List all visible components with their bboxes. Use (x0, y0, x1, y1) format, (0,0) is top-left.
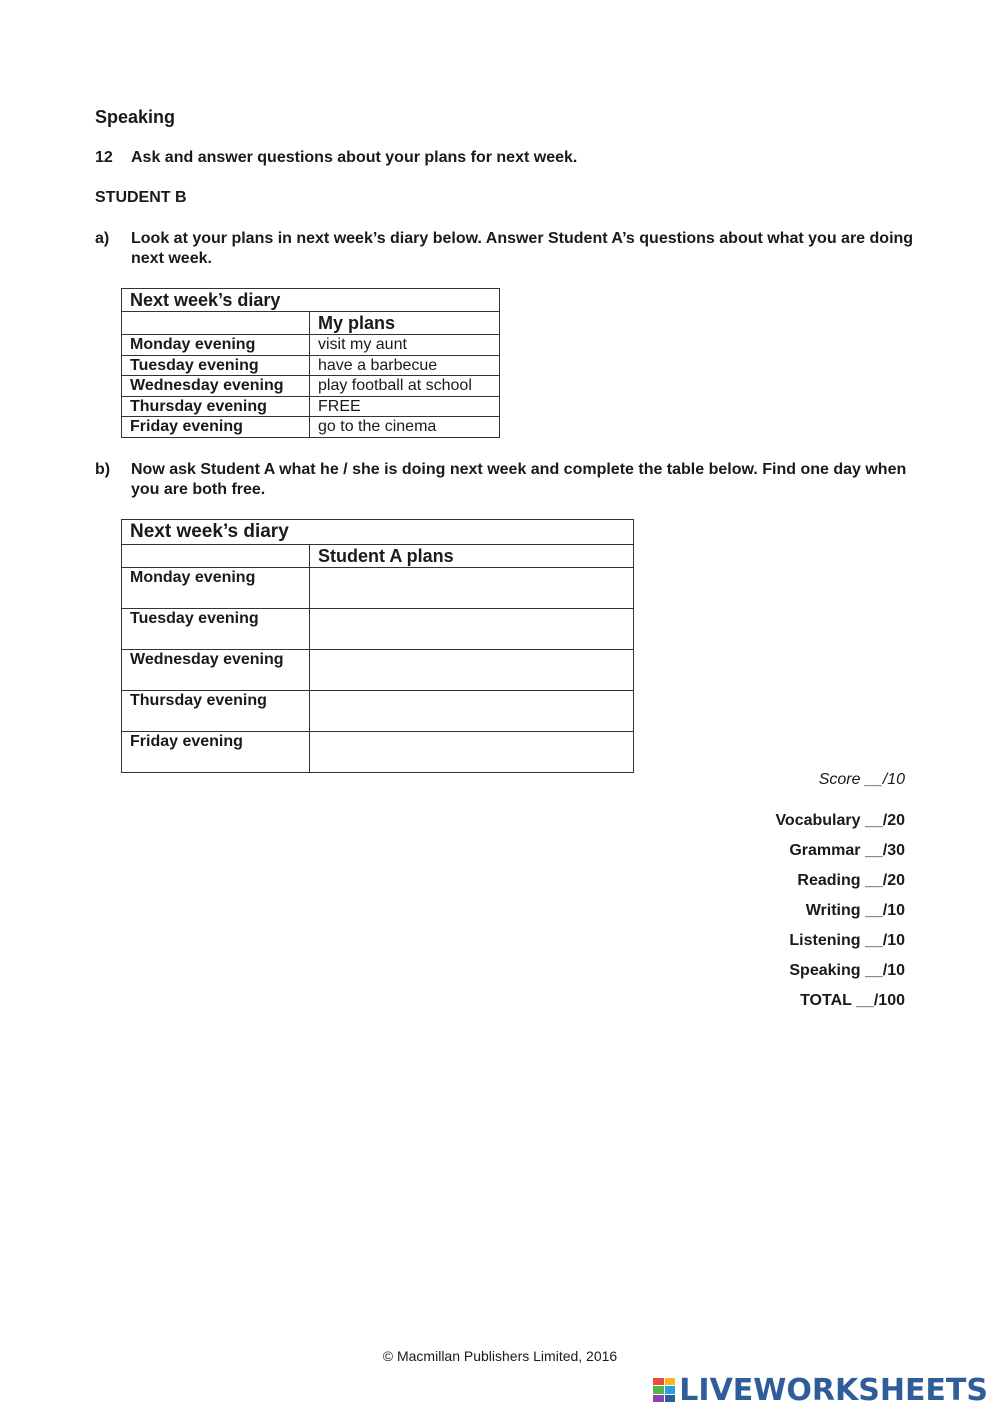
day-cell: Wednesday evening (122, 650, 310, 691)
day-cell: Monday evening (122, 568, 310, 609)
section-title: Speaking (95, 107, 176, 127)
instruction-a-label: a) (95, 230, 110, 247)
table-row (122, 376, 500, 397)
table2-title: Next week’s diary (122, 520, 634, 545)
table-row (122, 335, 500, 356)
day-cell: Thursday evening (122, 691, 310, 732)
table-row (122, 417, 500, 438)
section-score: Score __/10 (818, 771, 905, 788)
table-row (122, 691, 634, 732)
table-row (122, 732, 634, 773)
student-label: STUDENT B (95, 189, 187, 206)
score-line: Grammar __/30 (789, 842, 905, 859)
logo-square (665, 1386, 676, 1393)
score-line-total: TOTAL __/100 (800, 992, 905, 1009)
copyright-footer: © Macmillan Publishers Limited, 2016 (382, 1348, 618, 1364)
answer-cell[interactable] (310, 609, 634, 650)
logo-square (653, 1395, 664, 1402)
instruction-a-text: Look at your plans in next week’s diary below. Answer Student A’s questions about what you are doing next week. (131, 230, 914, 267)
my-plans-table (121, 288, 500, 438)
day-cell: Friday evening (122, 732, 310, 773)
liveworksheets-wordmark: LIVEWORKSHEETS (679, 1372, 988, 1408)
score-line: Listening __/10 (789, 932, 905, 949)
logo-square (653, 1378, 664, 1385)
score-line: Reading __/20 (797, 872, 905, 889)
table1-column-header: My plans (310, 312, 500, 335)
table1-title: Next week’s diary (122, 289, 500, 312)
score-line: Speaking __/10 (789, 962, 905, 979)
plan-cell: FREE (310, 396, 500, 417)
answer-cell[interactable] (310, 691, 634, 732)
plan-cell: go to the cinema (310, 417, 500, 438)
day-cell: Thursday evening (122, 396, 310, 417)
question-number: 12 (95, 149, 113, 166)
instruction-a (95, 229, 915, 269)
score-line: Writing __/10 (805, 902, 905, 919)
score-summary (775, 810, 905, 1020)
instruction-b-text: Now ask Student A what he / she is doing next week and complete the table below. Find one day when you are both free. (131, 461, 907, 498)
table2-corner (122, 545, 310, 568)
student-a-plans-table (121, 519, 634, 773)
day-cell: Monday evening (122, 335, 310, 356)
answer-cell[interactable] (310, 650, 634, 691)
day-cell: Tuesday evening (122, 355, 310, 376)
instruction-b-label: b) (95, 461, 111, 478)
table1-corner (122, 312, 310, 335)
question-12 (95, 149, 577, 167)
table-row (122, 650, 634, 691)
logo-square (665, 1395, 676, 1402)
plan-cell: have a barbecue (310, 355, 500, 376)
question-text: Ask and answer questions about your plans for next week. (131, 149, 578, 166)
plan-cell: visit my aunt (310, 335, 500, 356)
table2-column-header: Student A plans (310, 545, 634, 568)
table-row (122, 355, 500, 376)
liveworksheets-brand (653, 1373, 988, 1407)
table-row (122, 396, 500, 417)
table-row (122, 568, 634, 609)
answer-cell[interactable] (310, 568, 634, 609)
day-cell: Friday evening (122, 417, 310, 438)
liveworksheets-logo-icon (653, 1378, 675, 1402)
instruction-b (95, 460, 915, 500)
logo-square (665, 1378, 676, 1385)
day-cell: Wednesday evening (122, 376, 310, 397)
table-row (122, 609, 634, 650)
logo-square (653, 1386, 664, 1393)
plan-cell: play football at school (310, 376, 500, 397)
answer-cell[interactable] (310, 732, 634, 773)
score-line: Vocabulary __/20 (775, 812, 905, 829)
day-cell: Tuesday evening (122, 609, 310, 650)
